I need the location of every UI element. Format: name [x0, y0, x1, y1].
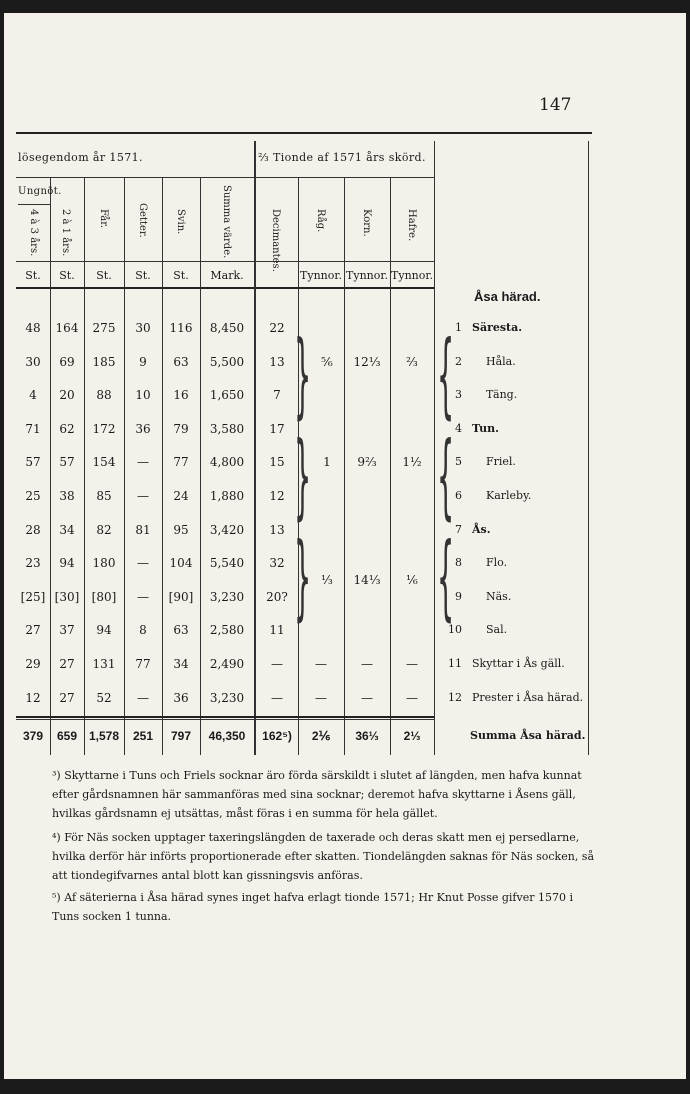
- cell-far: 52: [96, 691, 112, 705]
- total-hafre: 2⅓: [403, 729, 421, 743]
- header-bottom-rule: [16, 287, 434, 289]
- cell-svin: [90]: [168, 590, 194, 604]
- total-b: 659: [56, 729, 78, 743]
- cell-b: 38: [59, 489, 75, 503]
- unit-far: St.: [96, 269, 112, 282]
- cell-dec: 7: [273, 388, 281, 402]
- footnote-3: ³) Skyttarne i Tuns och Friels socknar äro förda särskildt i slutet af längden, men hafva kunnat efter gårdsnamnen här sammanföras med sina socknar; deremot hafva skyttarne i Åsens gäll, hvilkas gårdsnamn ej utsättas, måst föras i en summa för hela gället.: [52, 769, 582, 820]
- grain-korn: 9⅔: [357, 455, 377, 469]
- total-dec: 162⁵): [262, 729, 292, 743]
- cell-sum: 3,230: [209, 691, 245, 705]
- cell-b: 27: [59, 657, 75, 671]
- cell-get: 81: [135, 523, 151, 537]
- total-a: 379: [22, 729, 44, 743]
- cell-a: 27: [25, 623, 41, 637]
- cell-svin: 34: [173, 657, 189, 671]
- cell-get: 10: [135, 388, 151, 402]
- units-line: [16, 261, 434, 262]
- group-brace-right: }: [294, 523, 312, 632]
- cell-sum: 5,540: [209, 556, 245, 570]
- parish-name: Tun.: [472, 422, 500, 435]
- col-label-hafre: Hafre.: [406, 209, 417, 242]
- cell-b: 20: [59, 388, 75, 402]
- parish-name: Prester i Åsa härad.: [472, 691, 584, 704]
- cell-far: 94: [96, 623, 112, 637]
- cell-b: 34: [59, 523, 75, 537]
- ungnot-underline: [18, 204, 50, 205]
- cell-svin: 77: [173, 455, 189, 469]
- cell-get: 36: [135, 422, 151, 436]
- cell-svin: 63: [173, 355, 189, 369]
- ungnot-label: Ungnöt.: [18, 186, 62, 197]
- page-number: 147: [539, 95, 572, 115]
- cell-far: 180: [92, 556, 116, 570]
- grain-rag: 1: [323, 455, 331, 469]
- footnote-5: ⁵) Af säterierna i Åsa härad synes inget hafva erlagt tionde 1571; Hr Knut Posse gifver 1570 i Tuns socken 1 tunna.: [52, 891, 573, 923]
- cell-get: 30: [135, 321, 151, 335]
- total-label: Summa Åsa härad.: [470, 729, 586, 742]
- cell-a: 48: [25, 321, 41, 335]
- cell-far: 82: [96, 523, 112, 537]
- parish-name: Håla.: [486, 355, 516, 368]
- group-brace-left: {: [437, 422, 455, 531]
- col-label-2-1-ars: 2 à 1 års.: [60, 209, 71, 257]
- cell-sum: 2,580: [209, 623, 245, 637]
- cell-get: —: [137, 590, 149, 604]
- cell-a: 23: [25, 556, 41, 570]
- grain-rag: ⅓: [321, 573, 333, 587]
- row-number: 8: [455, 556, 462, 569]
- total-far: 1,578: [88, 729, 120, 743]
- row-number: 5: [455, 455, 462, 468]
- row-number: 10: [448, 623, 462, 636]
- total-sum: 46,350: [208, 729, 246, 743]
- cell-dec: 12: [269, 489, 285, 503]
- col-label-svin: Svin.: [175, 209, 186, 235]
- col-label-getter: Getter.: [137, 203, 148, 238]
- cell-dash: —: [406, 691, 418, 705]
- cell-dec: 11: [269, 623, 285, 637]
- cell-a: 28: [25, 523, 41, 537]
- parish-name: Ås.: [472, 523, 491, 536]
- grain-rag: ⅚: [321, 355, 333, 369]
- cell-sum: 3,580: [209, 422, 245, 436]
- cell-dash: —: [406, 657, 418, 671]
- cell-dash: —: [361, 691, 373, 705]
- cell-b: 164: [55, 321, 79, 335]
- grain-hafre: ⅙: [406, 573, 418, 587]
- parish-name: Flo.: [486, 556, 508, 569]
- group-brace-left: {: [437, 523, 455, 632]
- district-heading: Åsa härad.: [474, 289, 541, 304]
- row-number: 7: [455, 523, 462, 536]
- cell-a: 25: [25, 489, 41, 503]
- parish-name: Täng.: [486, 388, 518, 401]
- unit-mark: Mark.: [210, 269, 244, 282]
- cell-dec: —: [271, 691, 283, 705]
- cell-get: 8: [139, 623, 147, 637]
- cell-a: 4: [29, 388, 37, 402]
- left-title: lösegendom år 1571.: [18, 151, 143, 164]
- cell-svin: 24: [173, 489, 189, 503]
- parish-name: Säresta.: [472, 321, 523, 334]
- cell-a: 57: [25, 455, 41, 469]
- cell-dash: —: [315, 657, 327, 671]
- totals-rule-2: [16, 719, 434, 720]
- group-brace-right: }: [294, 321, 312, 430]
- cell-dec: 22: [269, 321, 285, 335]
- cell-b: 62: [59, 422, 75, 436]
- total-getter: 251: [132, 729, 154, 743]
- col-label-summa-varde: Summa värde.: [221, 185, 232, 259]
- row-number: 3: [455, 388, 462, 401]
- cell-dec: 13: [269, 355, 285, 369]
- cell-sum: 5,500: [209, 355, 245, 369]
- cell-a: 30: [25, 355, 41, 369]
- cell-dec: 13: [269, 523, 285, 537]
- cell-far: 185: [92, 355, 116, 369]
- col-label-rag: Råg.: [315, 209, 326, 233]
- cell-svin: 116: [169, 321, 193, 335]
- grain-korn: 14⅓: [353, 573, 381, 587]
- cell-dec: 20?: [266, 590, 288, 604]
- col-label-korn: Korn.: [361, 209, 372, 237]
- cell-sum: 3,420: [209, 523, 245, 537]
- cell-get: —: [137, 489, 149, 503]
- col-line-10: [434, 141, 435, 755]
- grain-korn: 12⅓: [353, 355, 381, 369]
- cell-dec: —: [271, 657, 283, 671]
- cell-sum: 2,490: [209, 657, 245, 671]
- cell-b: 94: [59, 556, 75, 570]
- cell-svin: 63: [173, 623, 189, 637]
- cell-get: —: [137, 455, 149, 469]
- top-rule: [16, 132, 592, 134]
- cell-a: [25]: [20, 590, 46, 604]
- footnote-4: ⁴) För Näs socken upptager taxeringslängden de taxerade och deras skatt men ej persedlarne, hvilka derför här införts proportionerade efter skatten. Tiondelängden saknas för Näs socken, så att tiondegifvarnes antal blott kan gissningsvis anföras.: [52, 831, 595, 882]
- parish-name: Friel.: [486, 455, 516, 468]
- cell-svin: 95: [173, 523, 189, 537]
- row-number: 12: [448, 691, 462, 704]
- grain-hafre: 1½: [402, 455, 422, 469]
- cell-get: 77: [135, 657, 151, 671]
- col-line-11: [588, 141, 589, 755]
- parish-name: Skyttar i Ås gäll.: [472, 657, 565, 670]
- cell-far: 154: [92, 455, 116, 469]
- cell-dec: 17: [269, 422, 285, 436]
- unit-hafre: Tynnor.: [391, 269, 433, 282]
- cell-get: —: [137, 691, 149, 705]
- unit-a: St.: [25, 269, 41, 282]
- row-number: 6: [455, 489, 462, 502]
- grain-hafre: ⅔: [406, 355, 418, 369]
- cell-get: —: [137, 556, 149, 570]
- total-korn: 36⅓: [355, 729, 379, 743]
- row-number: 11: [448, 657, 462, 670]
- unit-svin: St.: [173, 269, 189, 282]
- cell-dash: —: [315, 691, 327, 705]
- cell-sum: 1,880: [209, 489, 245, 503]
- row-number: 9: [455, 590, 462, 603]
- cell-sum: 1,650: [209, 388, 245, 402]
- cell-svin: 16: [173, 388, 189, 402]
- cell-sum: 4,800: [209, 455, 245, 469]
- cell-sum: 8,450: [209, 321, 245, 335]
- cell-a: 12: [25, 691, 41, 705]
- total-rag: 2⅙: [311, 729, 331, 743]
- col-label-far: Får.: [98, 209, 109, 229]
- cell-far: 275: [92, 321, 116, 335]
- group-brace-right: }: [294, 422, 312, 531]
- cell-svin: 36: [173, 691, 189, 705]
- row-number: 1: [455, 321, 462, 334]
- totals-rule: [16, 716, 434, 718]
- cell-svin: 104: [169, 556, 193, 570]
- header-line-left: [16, 177, 254, 178]
- cell-dec: 15: [269, 455, 285, 469]
- cell-b: 27: [59, 691, 75, 705]
- row-number: 4: [455, 422, 462, 435]
- cell-far: 85: [96, 489, 112, 503]
- cell-a: 71: [25, 422, 41, 436]
- cell-far: [80]: [91, 590, 117, 604]
- cell-b: 37: [59, 623, 75, 637]
- page: [4, 13, 686, 1079]
- unit-korn: Tynnor.: [346, 269, 388, 282]
- parish-name: Karleby.: [486, 489, 532, 502]
- cell-b: 57: [59, 455, 75, 469]
- cell-far: 172: [92, 422, 116, 436]
- cell-get: 9: [139, 355, 147, 369]
- cell-a: 29: [25, 657, 41, 671]
- cell-b: [30]: [54, 590, 80, 604]
- cell-far: 131: [92, 657, 116, 671]
- total-svin: 797: [170, 729, 192, 743]
- cell-sum: 3,230: [209, 590, 245, 604]
- cell-dec: 32: [269, 556, 285, 570]
- row-number: 2: [455, 355, 462, 368]
- cell-far: 88: [96, 388, 112, 402]
- group-brace-left: {: [437, 321, 455, 430]
- unit-getter: St.: [135, 269, 151, 282]
- parish-name: Näs.: [486, 590, 512, 603]
- unit-b: St.: [59, 269, 75, 282]
- col-label-decimantes: Decimantes.: [270, 209, 281, 272]
- unit-rag: Tynnor.: [300, 269, 342, 282]
- parish-name: Sal.: [486, 623, 508, 636]
- right-title: ⅔ Tionde af 1571 års skörd.: [258, 151, 426, 164]
- col-label-4-3-ars: 4 à 3 års.: [28, 209, 39, 257]
- cell-dash: —: [361, 657, 373, 671]
- cell-b: 69: [59, 355, 75, 369]
- cell-svin: 79: [173, 422, 189, 436]
